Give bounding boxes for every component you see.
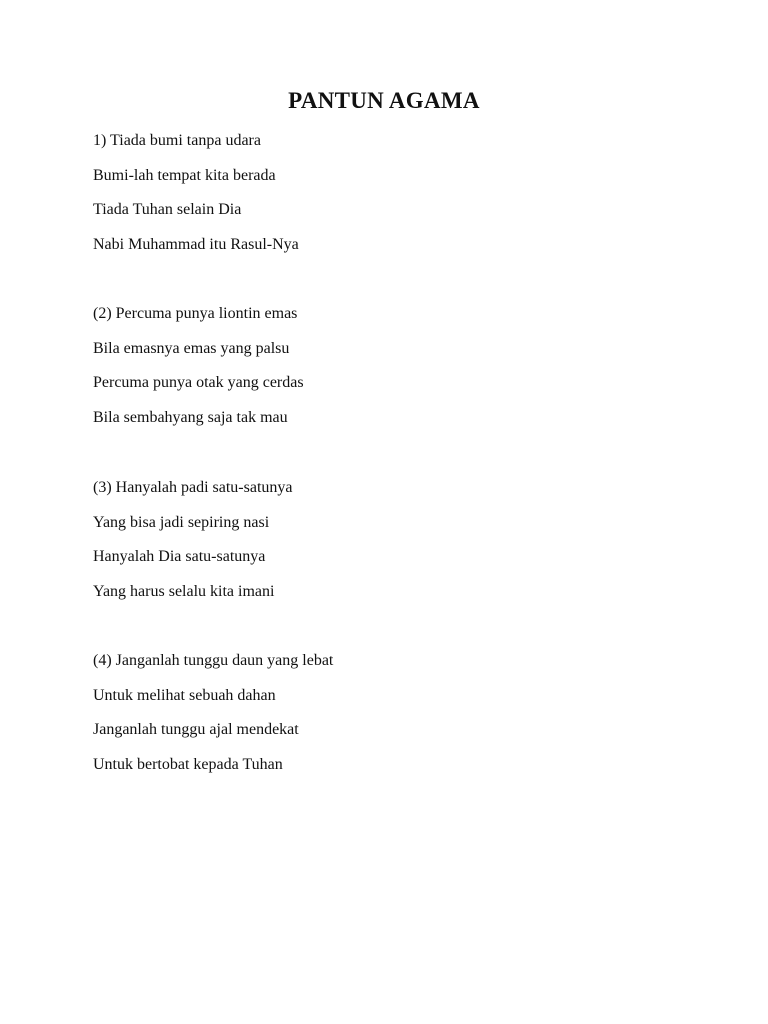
stanza-1-line-4: Nabi Muhammad itu Rasul-Nya (93, 235, 299, 253)
stanza-2-line-1: (2) Percuma punya liontin emas (93, 305, 298, 322)
stanza-4-line-2: Untuk melihat sebuah dahan (93, 686, 276, 704)
stanza-3 (93, 471, 693, 609)
stanza-2-line-3: Percuma punya otak yang cerdas (93, 374, 304, 392)
stanza-3-line-2: Yang bisa jadi sepiring nasi (93, 513, 270, 531)
stanza-1-line-2: Bumi-lah tempat kita berada (93, 166, 276, 184)
stanza-2 (93, 297, 693, 435)
stanza-4-line-4: Untuk bertobat kepada Tuhan (93, 755, 283, 773)
stanza-3-line-3: Hanyalah Dia satu-satunya (93, 548, 266, 566)
stanza-4-line-1: (4) Janganlah tunggu daun yang lebat (93, 652, 334, 669)
stanza-2-line-4: Bila sembahyang saja tak mau (93, 408, 288, 426)
stanza-1-line-1: 1) Tiada bumi tanpa udara (93, 132, 261, 149)
stanza-3-line-4: Yang harus selalu kita imani (93, 582, 275, 600)
stanza-2-line-2: Bila emasnya emas yang palsu (93, 339, 290, 357)
stanza-4 (93, 644, 693, 782)
page-title: PANTUN AGAMA (288, 88, 480, 113)
stanza-1-line-3: Tiada Tuhan selain Dia (93, 201, 242, 219)
stanza-3-line-1: (3) Hanyalah padi satu-satunya (93, 479, 293, 496)
stanza-1 (93, 124, 693, 262)
stanza-4-line-3: Janganlah tunggu ajal mendekat (93, 721, 299, 739)
